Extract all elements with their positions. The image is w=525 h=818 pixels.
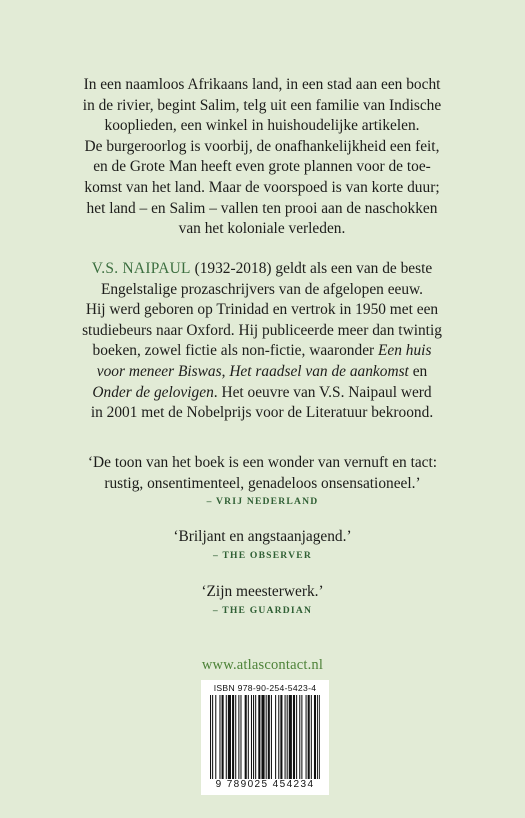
barcode-bar bbox=[293, 695, 295, 779]
bio-line bbox=[60, 259, 464, 280]
barcode-bar bbox=[235, 695, 236, 779]
barcode-bar bbox=[251, 695, 252, 779]
summary-line: komst van het land. Maar de voorspoed is van korte duur; bbox=[84, 178, 440, 196]
bio-text: . Het oeuvre van V.S. Naipaul werd bbox=[213, 383, 432, 401]
quote-text: ‘De toon van het boek is een wonder van vernuft en tact: bbox=[87, 454, 438, 471]
bio-text: en bbox=[408, 362, 428, 380]
summary-line: De burgeroorlog is voorbij, de onafhankelijkheid een feit, bbox=[84, 137, 440, 155]
bio-line bbox=[60, 362, 464, 383]
press-quote bbox=[40, 582, 485, 616]
press-quote bbox=[40, 453, 485, 507]
barcode-bar bbox=[278, 695, 279, 779]
barcode-bar bbox=[232, 695, 234, 779]
bio-text: boeken, zowel fictie als non-fictie, waaronder bbox=[92, 342, 379, 360]
barcode-bar bbox=[238, 695, 239, 779]
bio-line bbox=[60, 383, 464, 404]
isbn-barcode bbox=[201, 680, 329, 795]
bio-line: Hij werd geboren op Trinidad en vertrok in 1950 met een bbox=[85, 301, 439, 319]
summary-line: en de Grote Man heeft even grote plannen voor de toe- bbox=[93, 158, 431, 176]
barcode-bar bbox=[210, 695, 211, 779]
barcode-bar bbox=[215, 695, 216, 779]
author-name: V.S. NAIPAUL bbox=[91, 260, 191, 277]
quote-text: ‘Briljant en angstaanjagend.’ bbox=[173, 528, 352, 545]
barcode-bar bbox=[258, 695, 260, 779]
summary-line: van het koloniale verleden. bbox=[178, 220, 346, 238]
barcode-bar bbox=[255, 695, 256, 779]
barcode-bar bbox=[240, 695, 241, 779]
barcode-bar bbox=[275, 695, 276, 779]
summary-line: kooplieden, een winkel in huishoudelijke artikelen. bbox=[104, 117, 420, 135]
author-bio bbox=[60, 259, 464, 424]
barcode-bar bbox=[296, 695, 297, 779]
barcode-bar bbox=[228, 695, 231, 779]
quote-text: rustig, onsentimenteel, genadeloos onsensationeel.’ bbox=[104, 474, 421, 492]
barcode-bar bbox=[280, 695, 282, 779]
barcode-bar bbox=[308, 695, 310, 779]
barcode-bar bbox=[319, 695, 320, 779]
barcode-bar bbox=[306, 695, 307, 779]
summary-line: in de rivier, begint Salim, telg uit een familie van Indische bbox=[82, 96, 442, 114]
summary-line: het land – en Salim – vallen ten prooi aan de naschokken bbox=[86, 199, 438, 217]
barcode-bar bbox=[317, 695, 318, 779]
bio-line bbox=[60, 341, 464, 362]
publisher-website-link[interactable]: www.atlascontact.nl bbox=[201, 657, 324, 673]
barcode-bar bbox=[287, 695, 288, 779]
barcode-bar bbox=[248, 695, 249, 779]
press-quote bbox=[40, 527, 485, 561]
barcode-bars-icon bbox=[210, 695, 320, 779]
book-title: Onder de gelovigen bbox=[92, 383, 214, 401]
barcode-bar bbox=[222, 695, 224, 779]
barcode-bar bbox=[314, 695, 316, 779]
bio-text: , bbox=[221, 362, 230, 380]
summary-line: In een naamloos Afrikaans land, in een stad aan een bocht bbox=[83, 76, 441, 93]
quote-source: – VRIJ NEDERLAND bbox=[206, 496, 319, 508]
book-title: Het raadsel van de aankomst bbox=[229, 362, 409, 380]
bio-line: Engelstalige prozaschrijvers van de afgelopen eeuw. bbox=[100, 280, 424, 298]
barcode-bar bbox=[285, 695, 286, 779]
book-title: voor meneer Biswas bbox=[96, 362, 222, 380]
quote-source: – THE GUARDIAN bbox=[212, 604, 313, 616]
summary-blurb bbox=[60, 75, 464, 240]
barcode-bar bbox=[311, 695, 312, 779]
barcode-bar bbox=[271, 695, 272, 779]
barcode-bar bbox=[301, 695, 302, 779]
barcode-bar bbox=[219, 695, 220, 779]
barcode-bar bbox=[226, 695, 227, 779]
isbn-label: ISBN 978-90-254-5423-4 bbox=[213, 683, 317, 693]
barcode-bar bbox=[261, 695, 264, 779]
barcode-bar bbox=[212, 695, 213, 779]
barcode-bar bbox=[289, 695, 292, 779]
bio-text: (1932-2018) geldt als een van de beste bbox=[190, 260, 433, 277]
barcode-bar bbox=[245, 695, 247, 779]
barcode-digits: 9 789025 454234 bbox=[215, 779, 315, 790]
book-title: Een huis bbox=[378, 342, 432, 360]
barcode-bar bbox=[266, 695, 267, 779]
barcode-bar bbox=[299, 695, 300, 779]
quote-text: ‘Zijn meesterwerk.’ bbox=[201, 583, 324, 600]
bio-line: studiebeurs naar Oxford. Hij publiceerde meer dan twintig bbox=[82, 321, 442, 339]
quote-source: – THE OBSERVER bbox=[213, 549, 312, 561]
barcode-bar bbox=[253, 695, 254, 779]
barcode-bar bbox=[268, 695, 270, 779]
bio-line: in 2001 met de Nobelprijs voor de Literatuur bekroond. bbox=[90, 404, 434, 422]
